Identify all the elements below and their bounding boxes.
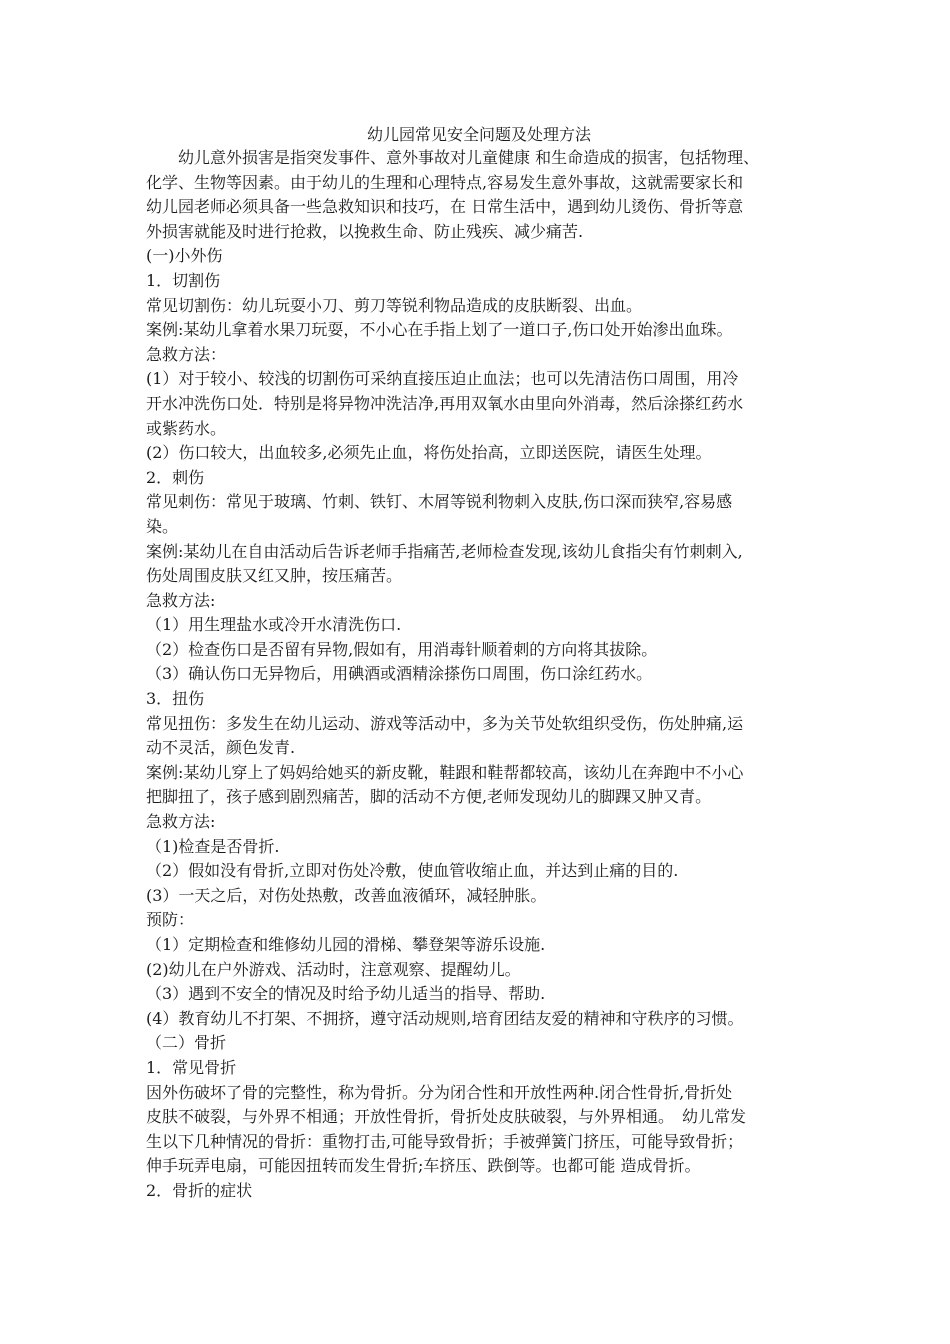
text-line: 急救方法: [146, 590, 216, 610]
text-line: 1．切割伤 [146, 270, 221, 290]
text-line: 案例:某幼儿在自由活动后告诉老师手指痛苦,老师检查发现,该幼儿食指尖有竹刺刺入, [146, 541, 743, 561]
text-line: (2）伤口较大，出血较多,必须先止血，将伤处抬高，立即送医院，请医生处理。 [146, 443, 712, 463]
text-line: (2)幼儿在户外游戏、活动时，注意观察、提醒幼儿。 [146, 959, 521, 979]
text-line: 常见刺伤：常见于玻璃、竹刺、铁钉、木屑等锐利物刺入皮肤,伤口深而狭窄,容易感 [146, 492, 733, 512]
text-line: 2．刺伤 [146, 467, 205, 487]
text-line: 染。 [146, 516, 179, 536]
text-line: 常见扭伤：多发生在幼儿运动、游戏等活动中，多为关节处软组织受伤，伤处肿痛,运 [146, 713, 744, 733]
text-line: （1)检查是否骨折. [146, 836, 280, 856]
document-page [146, 124, 812, 1204]
text-line: (4）教育幼儿不打架、不拥挤，遵守活动规则,培育团结友爱的精神和守秩序的习惯。 [146, 1008, 744, 1028]
text-line: 案例:某幼儿拿着水果刀玩耍，不小心在手指上划了一道口子,伤口处开始渗出血珠。 [146, 320, 733, 340]
text-line: 或紫药水。 [146, 418, 227, 438]
text-line: (1）对于较小、较浅的切割伤可采纳直接压迫止血法；也可以先清洁伤口周围，用冷 [146, 369, 739, 389]
text-line: 生以下几种情况的骨折：重物打击,可能导致骨折；手被弹簧门挤压，可能导致骨折； [146, 1131, 744, 1151]
text-line: 因外伤破坏了骨的完整性，称为骨折。分为闭合性和开放性两种.闭合性骨折,骨折处 [146, 1082, 733, 1102]
text-line: 幼儿意外损害是指突发事件、意外事故对儿童健康 和生命造成的损害，包括物理、 [146, 148, 760, 167]
text-line: 预防： [146, 910, 195, 930]
text-line: 化学、生物等因素。由于幼儿的生理和心理特点,容易发生意外事故，这就需要家长和 [146, 172, 744, 192]
text-line: 外损害就能及时进行抢救，以挽救生命、防止残疾、减少痛苦. [146, 221, 584, 241]
text-line: （2）检查伤口是否留有异物,假如有，用消毒针顺着刺的方向将其拔除。 [146, 639, 658, 659]
text-line: 伤处周围皮肤又红又肿，按压痛苦。 [146, 566, 403, 586]
text-line: (3）一天之后，对伤处热敷，改善血液循环，减轻肿胀。 [146, 885, 547, 905]
text-line: 皮肤不破裂，与外界不相通；开放性骨折，骨折处皮肤破裂，与外界相通。 幼儿常发 [146, 1107, 747, 1127]
text-line: （二）骨折 [146, 1033, 227, 1053]
text-line: 急救方法： [146, 344, 227, 364]
text-line: 伸手玩弄电扇，可能因扭转而发生骨折;车挤压、跌倒等。也都可能 造成骨折。 [146, 1156, 701, 1176]
text-line: 动不灵活，颜色发青. [146, 738, 296, 758]
document-body [146, 146, 812, 1204]
text-line: 3．扭伤 [146, 689, 205, 709]
text-line: 幼儿园老师必须具备一些急救知识和技巧，在 日常生活中，遇到幼儿烫伤、骨折等意 [146, 197, 744, 217]
text-line: 把脚扭了，孩子感到剧烈痛苦，脚的活动不方便,老师发现幼儿的脚踝又肿又青。 [146, 787, 712, 807]
text-line: 急救方法: [146, 812, 216, 832]
text-line: 2．骨折的症状 [146, 1180, 253, 1200]
text-line: (一)小外伤 [146, 246, 223, 266]
text-line: 案例:某幼儿穿上了妈妈给她买的新皮靴，鞋跟和鞋帮都较高，该幼儿在奔跑中不小心 [146, 762, 744, 782]
text-line: （1）用生理盐水或冷开水清洗伤口. [146, 615, 402, 635]
text-line: （3）确认伤口无异物后，用碘酒或酒精涂搽伤口周围，伤口涂红药水。 [146, 664, 653, 684]
text-line: （2）假如没有骨折,立即对伤处冷敷，使血管收缩止血，并达到止痛的目的. [146, 861, 679, 881]
text-line: （1）定期检查和维修幼儿园的滑梯、攀登架等游乐设施. [146, 935, 546, 954]
text-line: 1．常见骨折 [146, 1057, 237, 1077]
document-title: 幼儿园常见安全问题及处理方法 [366, 125, 591, 144]
text-line: 开水冲洗伤口处．特别是将异物冲洗洁净,再用双氧水由里向外消毒，然后涂搽红药水 [146, 393, 744, 413]
text-line: （3）遇到不安全的情况及时给予幼儿适当的指导、帮助. [146, 984, 546, 1004]
text-line: 常见切割伤：幼儿玩耍小刀、剪刀等锐利物品造成的皮肤断裂、出血。 [146, 295, 643, 315]
